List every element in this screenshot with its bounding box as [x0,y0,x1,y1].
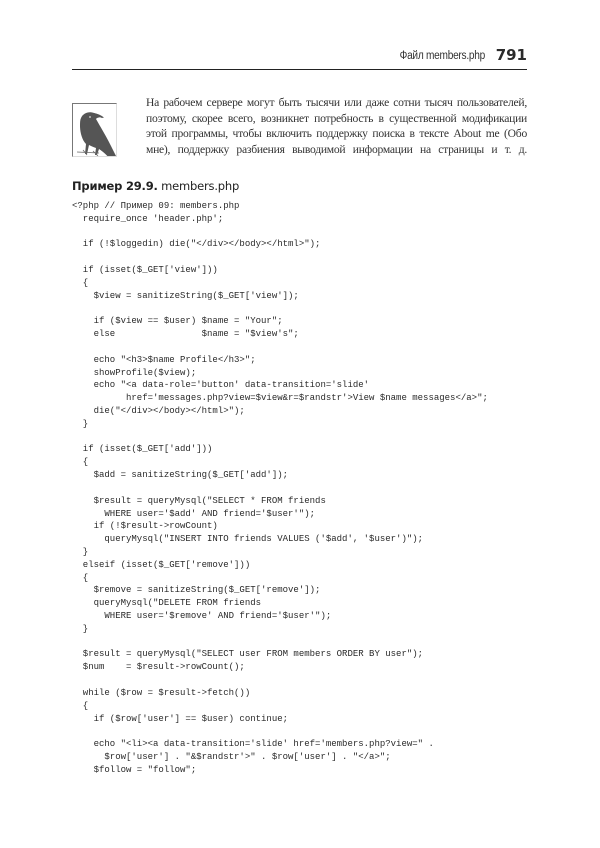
code-line: elseif (isset($_GET['remove'])) [72,559,251,570]
note-line: поэтому, скорее всего, возникнет потребность в существенной модификации [146,111,527,125]
code-listing [72,200,488,777]
code-line: die("</div></body></html>"); [72,406,245,416]
code-line: while ($row = $result->fetch()) [72,687,251,698]
note-line: мне), поддержку разбиения выводимой информации на страницы и т. д. [146,142,527,156]
running-title: Файл members.php [399,50,485,62]
code-line: if ($view == $user) $name = "Your"; [72,316,283,327]
note-block [72,95,527,165]
code-line: href='messages.php?view=$view&r=$randstr'>View $name messages</a>"; [72,393,488,404]
code-line: WHERE user='$add' AND friend='$user'"); [72,508,316,519]
code-line: { [72,277,89,288]
code-line: { [72,457,89,468]
code-line: if (isset($_GET['view'])) [72,265,218,276]
code-line: $remove = sanitizeString($_GET['remove']); [72,585,321,596]
code-line: } [72,418,89,429]
code-line: showProfile($view); [72,367,197,378]
note-line: этой программы, чтобы включить поддержку поиска в тексте About me (Обо [146,127,527,141]
code-line: $result = queryMysql("SELECT user FROM members ORDER BY user"); [72,649,424,660]
code-line: $view = sanitizeString($_GET['view']); [72,290,299,301]
example-filename: members.php [161,179,240,193]
page-number: 791 [495,46,527,64]
example-label: Пример 29.9. [72,179,158,193]
code-line: echo "<h3>$name Profile</h3>"; [72,354,256,365]
code-line: } [72,546,89,557]
code-line: if ($row['user'] == $user) continue; [72,713,289,724]
code-line [72,674,488,687]
code-line: echo "<a data-role='button' data-transition='slide' [72,380,370,391]
code-line: if (!$result->rowCount) [72,521,218,532]
code-line: } [72,623,89,634]
code-line: else $name = "$view's"; [72,329,299,340]
code-line: require_once 'header.php'; [72,213,224,224]
code-line: $follow = "follow"; [72,764,197,775]
code-line: queryMysql("INSERT INTO friends VALUES ('$add', '$user')"); [72,534,424,545]
code-line: $result = queryMysql("SELECT * FROM friends [72,495,326,506]
note-text [146,95,527,157]
code-line: $num = $result->rowCount(); [72,662,245,673]
code-line: queryMysql("DELETE FROM friends [72,598,262,609]
code-line: WHERE user='$remove' AND friend='$user'"); [72,611,332,621]
running-header [72,44,527,70]
code-line [72,725,488,738]
code-line [72,482,488,495]
example-heading [72,179,239,193]
code-line: { [72,572,89,583]
code-line [72,251,488,264]
code-line: $add = sanitizeString($_GET['add']); [72,470,289,481]
code-line: { [72,700,89,711]
code-line: $row['user'] . "&$randstr'>" . $row['user'] . "</a>"; [72,751,391,762]
code-line: if (!$loggedin) die("</div></body></html>"); [72,239,321,250]
code-line [72,636,488,649]
code-line: <?php // Пример 09: members.php [72,201,240,211]
code-line: if (isset($_GET['add'])) [72,444,213,455]
code-line: echo "<li><a data-transition='slide' href='members.php?view=" . [72,739,434,750]
code-line [72,341,488,354]
code-line [72,303,488,316]
crow-note-icon [72,103,117,157]
note-line: На рабочем сервере могут быть тысячи или даже сотни тысяч пользователей, [146,96,527,109]
code-line [72,431,488,444]
code-line [72,226,488,239]
